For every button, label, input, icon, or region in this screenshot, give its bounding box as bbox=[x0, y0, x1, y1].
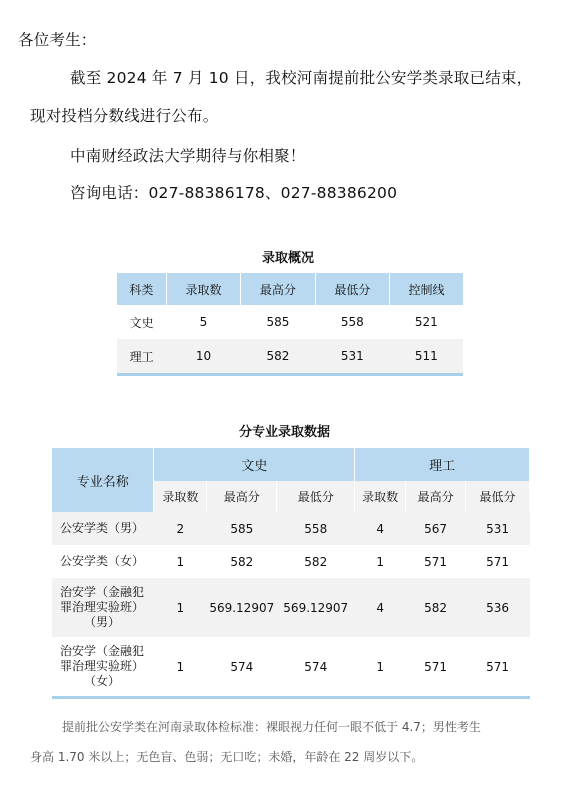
table-cell: 558 bbox=[277, 512, 355, 545]
table-cell: 4 bbox=[355, 578, 406, 637]
contact-phone: 咨询电话：027-88386178、027-88386200 bbox=[70, 184, 398, 202]
table-cell: 1 bbox=[154, 637, 207, 698]
major-name-cell bbox=[52, 637, 154, 698]
table-cell: 558 bbox=[315, 305, 389, 339]
overview-header-cell: 最高分 bbox=[241, 273, 315, 305]
major-name-line: 治安学（金融犯 bbox=[60, 585, 145, 599]
table-cell: 567 bbox=[406, 512, 466, 545]
majors-table bbox=[52, 448, 530, 699]
overview-header-cell: 科类 bbox=[117, 273, 166, 305]
table-cell: 521 bbox=[390, 305, 463, 339]
table-cell: 5 bbox=[166, 305, 240, 339]
table-cell: 582 bbox=[406, 578, 466, 637]
physical-standard-note-line-1: 提前批公安学类在河南录取体检标准：裸眼视力任何一眼不低于 4.7；男性考生 bbox=[62, 720, 481, 734]
table-cell: 536 bbox=[466, 578, 530, 637]
overview-header-cell: 最低分 bbox=[315, 273, 389, 305]
table-cell: 1 bbox=[154, 545, 207, 578]
majors-group-header-row bbox=[52, 448, 530, 481]
table-row bbox=[117, 305, 463, 339]
table-cell: 531 bbox=[315, 339, 389, 375]
table-cell: 4 bbox=[355, 512, 406, 545]
sub-header-cell: 最高分 bbox=[207, 481, 277, 512]
table-cell: 1 bbox=[355, 545, 406, 578]
table-cell: 571 bbox=[466, 637, 530, 698]
sub-header-cell: 最低分 bbox=[277, 481, 355, 512]
table-cell: 585 bbox=[241, 305, 315, 339]
overview-header-row bbox=[117, 273, 463, 305]
sub-header-cell: 最低分 bbox=[466, 481, 530, 512]
major-name-cell: 公安学类（男） bbox=[52, 512, 154, 545]
table-cell: 582 bbox=[207, 545, 277, 578]
table-cell: 511 bbox=[390, 339, 463, 375]
table-cell: 571 bbox=[466, 545, 530, 578]
overview-table bbox=[117, 273, 463, 376]
table-row bbox=[52, 637, 530, 698]
table-row bbox=[52, 512, 530, 545]
group-header-wenshi: 文史 bbox=[154, 448, 355, 481]
table-cell: 1 bbox=[154, 578, 207, 637]
table-row bbox=[52, 578, 530, 637]
major-name-line: （男） bbox=[84, 615, 121, 629]
table-cell: 1 bbox=[355, 637, 406, 698]
table-cell: 571 bbox=[406, 637, 466, 698]
table-cell: 569.12907 bbox=[207, 578, 277, 637]
table-cell: 文史 bbox=[117, 305, 166, 339]
greeting: 各位考生： bbox=[18, 31, 97, 49]
group-header-ligong: 理工 bbox=[355, 448, 530, 481]
major-name-line: 治安学（金融犯 bbox=[60, 644, 145, 658]
table-cell: 582 bbox=[277, 545, 355, 578]
table-cell: 531 bbox=[466, 512, 530, 545]
table-cell: 571 bbox=[406, 545, 466, 578]
major-name-line: 罪治理实验班） bbox=[60, 600, 145, 614]
announcement-line-2: 现对投档分数线进行公布。 bbox=[30, 107, 219, 125]
physical-standard-note-line-2: 身高 1.70 米以上；无色盲、色弱；无口吃；未婚，年龄在 22 周岁以下。 bbox=[30, 750, 424, 764]
table-cell: 582 bbox=[241, 339, 315, 375]
major-name-cell bbox=[52, 578, 154, 637]
table-cell: 2 bbox=[154, 512, 207, 545]
major-name-cell: 公安学类（女） bbox=[52, 545, 154, 578]
sub-header-cell: 录取数 bbox=[355, 481, 406, 512]
table-row bbox=[52, 545, 530, 578]
major-name-header: 专业名称 bbox=[52, 448, 154, 512]
overview-header-cell: 录取数 bbox=[166, 273, 240, 305]
announcement-line-1: 截至 2024 年 7 月 10 日，我校河南提前批公安学类录取已结束， bbox=[70, 69, 533, 87]
table-cell: 理工 bbox=[117, 339, 166, 375]
major-name-line: 罪治理实验班） bbox=[60, 659, 145, 673]
table-cell: 569.12907 bbox=[277, 578, 355, 637]
overview-title: 录取概况 bbox=[262, 251, 315, 266]
table-cell: 585 bbox=[207, 512, 277, 545]
welcome-text: 中南财经政法大学期待与你相聚！ bbox=[70, 147, 306, 165]
sub-header-cell: 最高分 bbox=[406, 481, 466, 512]
table-row bbox=[117, 339, 463, 375]
sub-header-cell: 录取数 bbox=[154, 481, 207, 512]
major-name-line: （女） bbox=[84, 674, 121, 688]
table-cell: 10 bbox=[166, 339, 240, 375]
majors-title: 分专业录取数据 bbox=[239, 425, 331, 440]
overview-header-cell: 控制线 bbox=[390, 273, 463, 305]
table-cell: 574 bbox=[207, 637, 277, 698]
table-cell: 574 bbox=[277, 637, 355, 698]
